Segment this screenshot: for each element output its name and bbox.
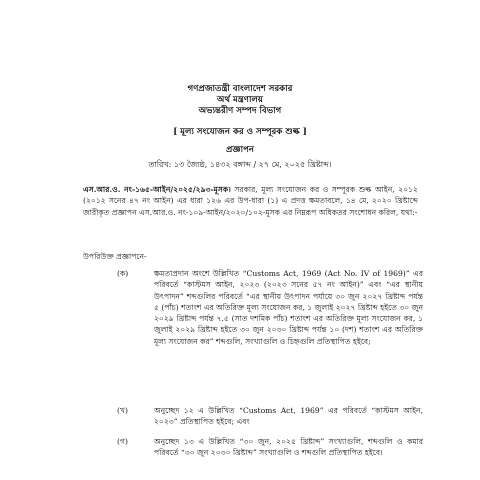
clause-text: অনুচ্ছেদ ১৩ এ উল্লিখিত “৩০ জুন, ২০২৫ খ্রিষ্টাব্দ” সংখ্যাগুলি, শব্দগুলি ও কমার পরিবর্তে “৩০ জুন ২০৩০ খ্রিষ্টাব্দ” সংখ্যাগুলি ও শব্দগুলি প্রতিস্থাপিত হইবে। <box>154 437 423 458</box>
ministry-name: অর্থ মন্ত্রণালয় <box>217 95 263 105</box>
clause-text: অনুচ্ছেদ ১২ এ উল্লিখিত “Customs Act, 1969” এর পরিবর্তে “কাস্টমস আইন, ২০২৩” প্রতিস্থাপিত হইবে; এবং <box>154 406 423 427</box>
government-name: গণপ্রজাতন্ত্রী বাংলাদেশ সরকার <box>187 84 293 94</box>
clause-marker: (গ) <box>117 437 128 446</box>
clause-marker: (খ) <box>117 406 128 415</box>
clause-marker: (ক) <box>117 269 129 278</box>
intro-paragraph <box>83 184 418 218</box>
clause-text: ক্ষমতাপ্রদান অংশে উল্লিখিত “Customs Act, 1969 (Act No. IV of 1969)” এর পরিবর্তে “কাস্টমস আইন, ২০২৩ (২০২৩ সনের ৫৭ নং আইন)” এবং “এর স্থানীয় উৎপাদন” শব্দগুলির পরিবর্তে “এর স্থানীয় উৎপাদন পর্যায়ে ৩০ জুন ২০২৭ খ্রিষ্টাব্দ পর্যন্ত ৫ (পাঁচ) শতাংশ এর অতিরিক্ত মূল্য সংযোজন কর, ১ জুলাই ২০২৭ খ্রিষ্টাব্দ হইতে ৩০ জুন ২০২৯ খ্রিষ্টাব্দ পর্যন্ত ৭.৫ (সাত দশমিক পাঁচ) শতাংশ এর অতিরিক্ত মূল্য সংযোজন কর, ১ জুলাই ২০২৯ খ্রিষ্টাব্দ হইতে ৩০ জুন ২০৩০ খ্রিষ্টাব্দ পর্যন্ত ১০ (দশ) শতাংশ এর অতিরিক্ত মূল্য সংযোজন কর” শব্দগুলি, সংখ্যাগুলি ও চিহ্নগুলি প্রতিস্থাপিত হইবে; <box>154 269 423 346</box>
intro-body: সরকার, মূল্য সংযোজন কর ও সম্পূরক শুল্ক আইন, ২০১২ (২০১২ সনের ৪৭ নং আইন) এর ধারা ১২৬ এর উপ-ধারা (১) এ প্রদত্ত ক্ষমতাবলে, ১৪ মে, ২০২০ খ্রিষ্টাব্দে জারীকৃত প্রজ্ঞাপন এস.আর.ও. নং-১০৯-আইন/২০২০/১০২-মূসক এর নিম্নরূপ অধিকতর সংশোধন করিল, যথা:- <box>83 185 418 217</box>
preamble: উপরিউক্ত প্রজ্ঞাপনে- <box>83 252 147 261</box>
date-line: তারিখ: ১৩ জ্যৈষ্ঠ, ১৪৩২ বঙ্গাব্দ / ২৭ মে, ২০২৫ খ্রিষ্টাব্দ। <box>148 160 332 169</box>
subject-line: [ মূল্য সংযোজন কর ও সম্পূরক শুল্ক ] <box>173 127 307 137</box>
sro-number: এস.আর.ও. নং-১৬৫-আইন/২০২৫/২৯৩-মূসক। <box>83 185 231 194</box>
division-name: অভ্যন্তরীণ সম্পদ বিভাগ <box>198 106 282 116</box>
document-header <box>0 84 480 117</box>
notice-title: প্রজ্ঞাপন <box>225 145 255 155</box>
